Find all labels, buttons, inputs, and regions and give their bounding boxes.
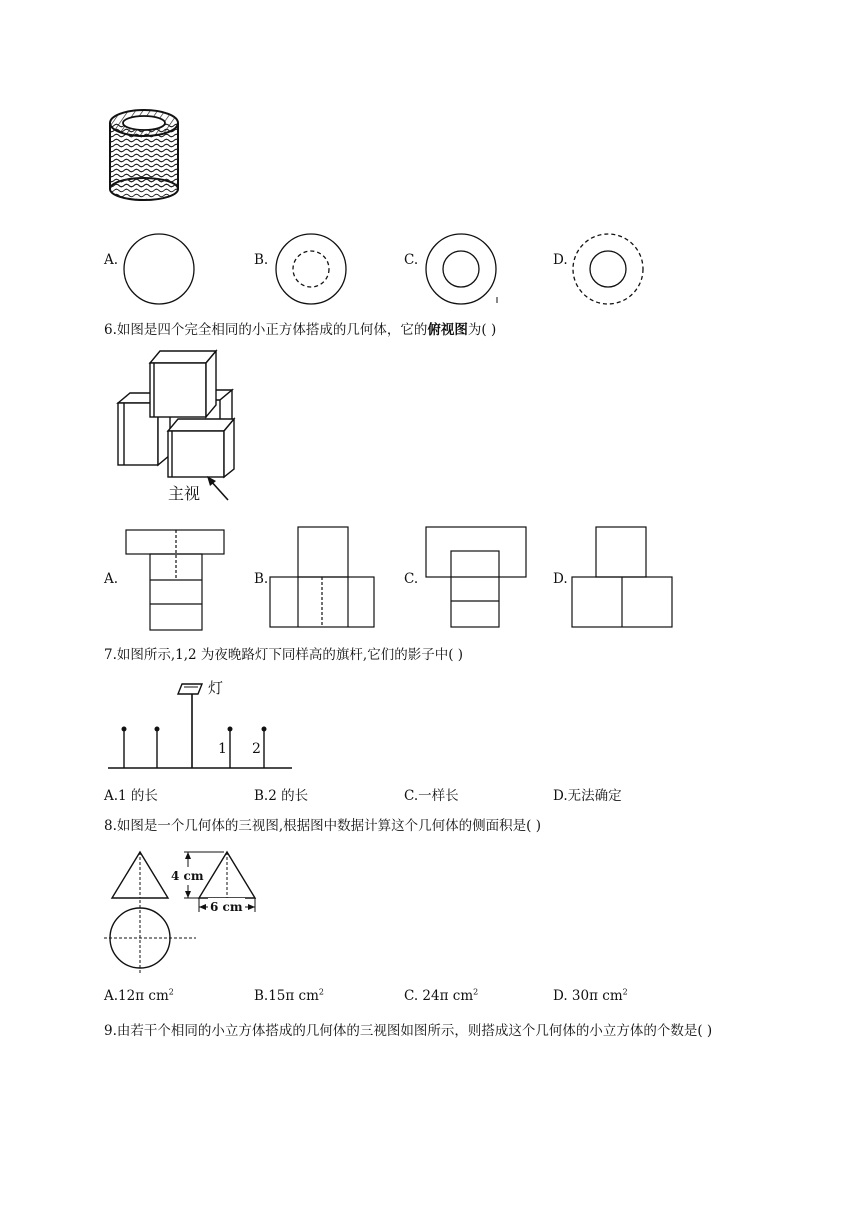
q5-option-c-label[interactable]: C. <box>404 252 419 268</box>
q8-option-a-sup: 2 <box>168 987 174 997</box>
q7-lamp-label: 灯 <box>208 679 224 697</box>
q8-option-a-text: A.12π cm <box>104 988 169 1004</box>
q7-option-d[interactable]: D.无法确定 <box>553 788 622 804</box>
q7-option-c[interactable]: C.一样长 <box>404 788 459 804</box>
q6-figure-label: 主视 <box>168 484 201 503</box>
q7-option-a[interactable]: A.1 的长 <box>104 788 158 804</box>
q7-option-b[interactable]: B.2 的长 <box>254 788 309 804</box>
q8-option-b-text: B.15π cm <box>254 988 319 1004</box>
q8-option-a[interactable] <box>104 987 174 1005</box>
q7-lamp-figure <box>104 672 304 782</box>
q6-option-a-figure <box>126 528 226 633</box>
q7-pole-2-label: 2 <box>252 741 261 757</box>
q8-stem: 8.如图是一个几何体的三视图,根据图中数据计算这个几何体的侧面积是( ) <box>104 818 541 834</box>
q6-option-b-label[interactable]: B. <box>254 571 269 587</box>
q6-option-b-figure <box>270 525 376 630</box>
q5-option-b-label[interactable]: B. <box>254 252 269 268</box>
q8-option-d-text: D. 30π cm <box>553 988 623 1004</box>
q5-option-d-label[interactable]: D. <box>553 252 568 268</box>
q6-option-c-figure <box>426 525 530 630</box>
q8-option-b-sup: 2 <box>318 987 325 997</box>
q5-option-a-circle <box>121 231 197 307</box>
q8-option-b[interactable] <box>254 987 324 1005</box>
q7-pole-1-label: 1 <box>218 741 227 757</box>
q5-option-c-circles <box>423 231 503 307</box>
q8-width-label: 6 cm <box>210 900 243 914</box>
q6-cube-stack-figure <box>110 345 250 505</box>
q6-stem <box>104 318 496 342</box>
q6-option-a-label[interactable]: A. <box>104 571 119 587</box>
q8-option-d[interactable] <box>553 987 628 1005</box>
q6-stem-after: 为( ) <box>467 322 497 338</box>
q8-option-c-sup: 2 <box>473 987 479 997</box>
q9-stem: 9.由若干个相同的小立方体搭成的几何体的三视图如图所示，则搭成这个几何体的小立方体的个数是( ) <box>104 1023 713 1039</box>
q6-option-c-label[interactable]: C. <box>404 571 419 587</box>
q5-option-b-circles <box>273 231 349 307</box>
q7-stem: 7.如图所示,1,2 为夜晚路灯下同样高的旗杆,它们的影子中( ) <box>104 647 464 663</box>
q8-option-c-text: C. 24π cm <box>404 988 474 1004</box>
q8-option-d-sup: 2 <box>622 987 628 997</box>
q6-stem-before: 6.如图是四个完全相同的小正方体搭成的几何体，它的 <box>104 322 428 338</box>
q5-option-a-label[interactable]: A. <box>104 252 119 268</box>
q6-stem-bold: 俯视图 <box>427 322 468 338</box>
q8-height-label: 4 cm <box>171 869 204 883</box>
q5-option-d-circles <box>570 231 646 307</box>
hollow-cylinder-figure <box>104 103 184 203</box>
q6-option-d-label[interactable]: D. <box>553 571 568 587</box>
q8-option-c[interactable] <box>404 987 478 1005</box>
q6-option-d-figure <box>570 525 676 630</box>
